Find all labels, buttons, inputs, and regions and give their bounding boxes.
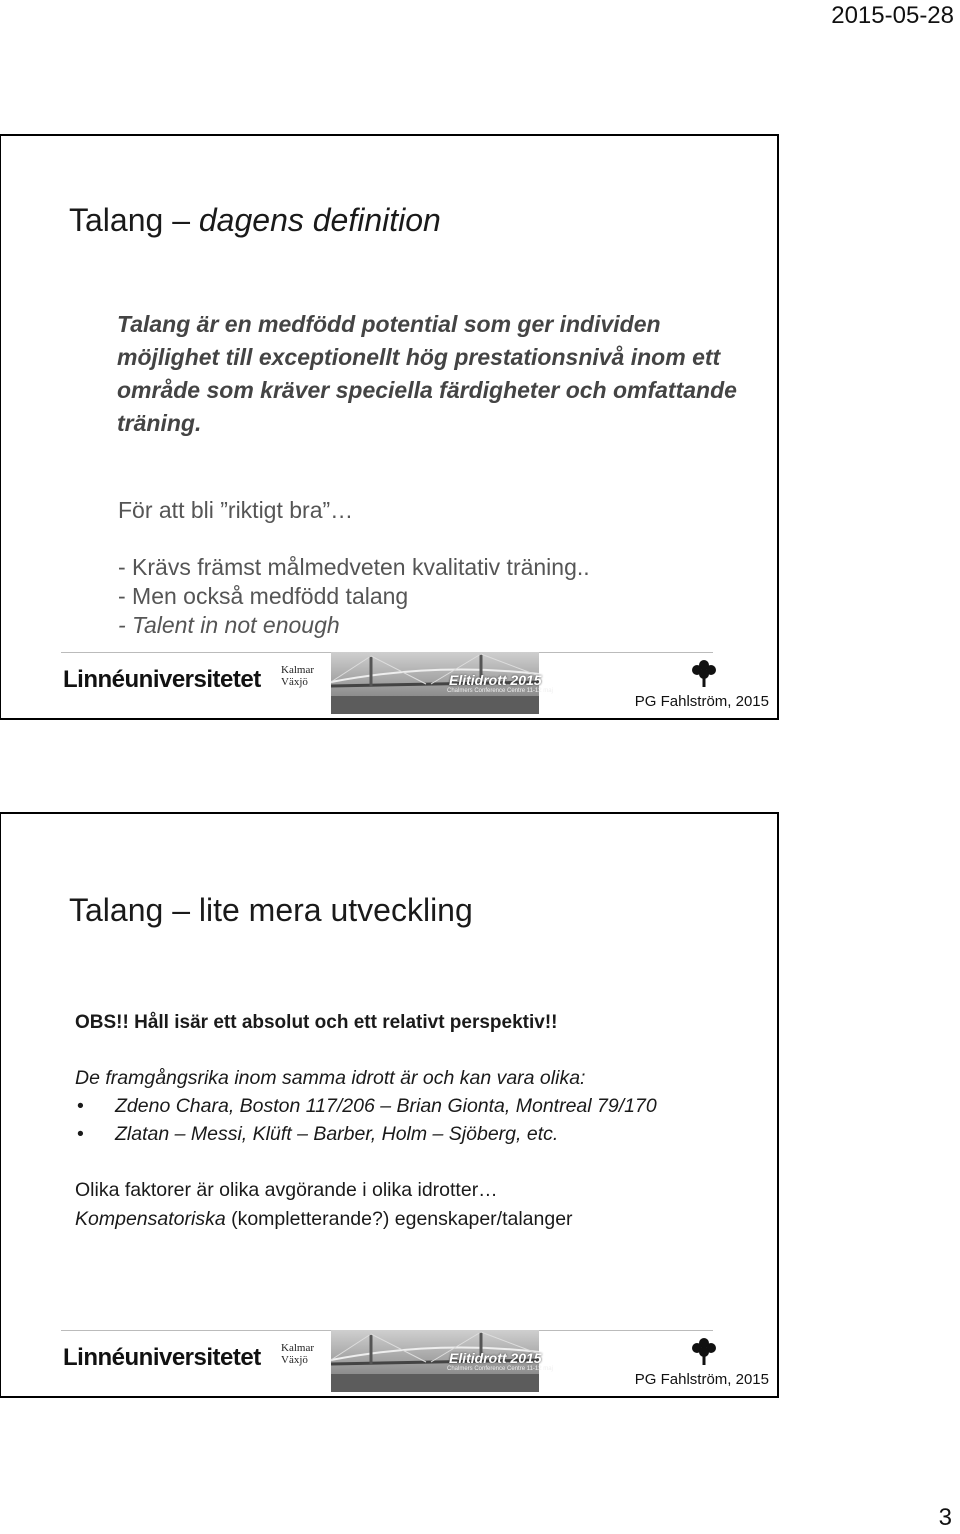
author-credit: PG Fahlström, 2015 bbox=[634, 693, 769, 710]
athlete-list bbox=[75, 1092, 765, 1148]
bridge-photo bbox=[331, 652, 553, 714]
university-logo-sub bbox=[281, 664, 314, 688]
slide-1 bbox=[0, 134, 779, 720]
slide-2-body bbox=[75, 1012, 765, 1234]
list-item: • Zdeno Chara, Boston 117/206 – Brian Gionta, Montreal 79/170 bbox=[75, 1092, 765, 1120]
slide-2 bbox=[0, 812, 779, 1398]
slide-1-line: - Krävs främst målmedveten kvalitativ träning.. bbox=[118, 554, 590, 580]
logo-sub-kalmar: Kalmar bbox=[281, 1342, 314, 1354]
obs-note: OBS!! Håll isär ett absolut och ett relativt perspektiv!! bbox=[75, 1012, 558, 1033]
author-credit: PG Fahlström, 2015 bbox=[634, 1371, 769, 1388]
talent-definition: Talang är en medfödd potential som ger individen möjlighet till exceptionellt hög prestationsnivå inom ett område som kräver speciella färdigheter och omfattande träning. bbox=[117, 311, 737, 436]
slide-2-intro: De framgångsrika inom samma idrott är och kan vara olika: bbox=[75, 1067, 586, 1089]
photo-title: Elitidrott 2015 bbox=[449, 1350, 542, 1366]
logo-sub-vaxjo: Växjö bbox=[281, 1354, 308, 1366]
closing-rest: (kompletterande?) egenskaper/talanger bbox=[225, 1208, 573, 1230]
slide-1-footer bbox=[1, 652, 777, 718]
photo-subtitle: Chalmers Conference Centre 11-12 maj bbox=[447, 688, 553, 694]
slide-2-footer bbox=[1, 1330, 777, 1396]
slide-1-title bbox=[69, 202, 441, 239]
bridge-photo bbox=[331, 1330, 553, 1392]
logo-sub-kalmar: Kalmar bbox=[281, 664, 314, 676]
slide-1-lines bbox=[118, 496, 590, 640]
logo-sub-vaxjo: Växjö bbox=[281, 676, 308, 688]
list-item: • Zlatan – Messi, Klüft – Barber, Holm – Sjöberg, etc. bbox=[75, 1120, 765, 1148]
university-logo: Linnéuniversitetet bbox=[63, 1344, 261, 1371]
slide-1-title-italic: dagens definition bbox=[198, 202, 441, 238]
slide-1-line: - Talent in not enough bbox=[118, 612, 340, 638]
tree-icon bbox=[691, 658, 717, 688]
slide-1-title-plain: Talang – bbox=[69, 202, 199, 238]
closing-line bbox=[75, 1205, 765, 1234]
slide-1-line: - Men också medfödd talang bbox=[118, 583, 409, 609]
page-number: 3 bbox=[938, 1504, 952, 1531]
university-logo: Linnéuniversitetet bbox=[63, 666, 261, 693]
closing-italic: Kompensatoriska bbox=[75, 1208, 226, 1230]
photo-subtitle: Chalmers Conference Centre 11-12 maj bbox=[447, 1366, 553, 1372]
tree-icon bbox=[691, 1336, 717, 1366]
slide-1-line: För att bli ”riktigt bra”… bbox=[118, 497, 354, 523]
slide-2-title: Talang – lite mera utveckling bbox=[69, 892, 473, 928]
header-date: 2015-05-28 bbox=[831, 2, 954, 29]
closing-line: Olika faktorer är olika avgörande i olika idrotter… bbox=[75, 1179, 498, 1201]
university-logo-sub bbox=[281, 1342, 314, 1366]
photo-title: Elitidrott 2015 bbox=[449, 672, 542, 688]
slide-2-closing bbox=[75, 1176, 765, 1234]
